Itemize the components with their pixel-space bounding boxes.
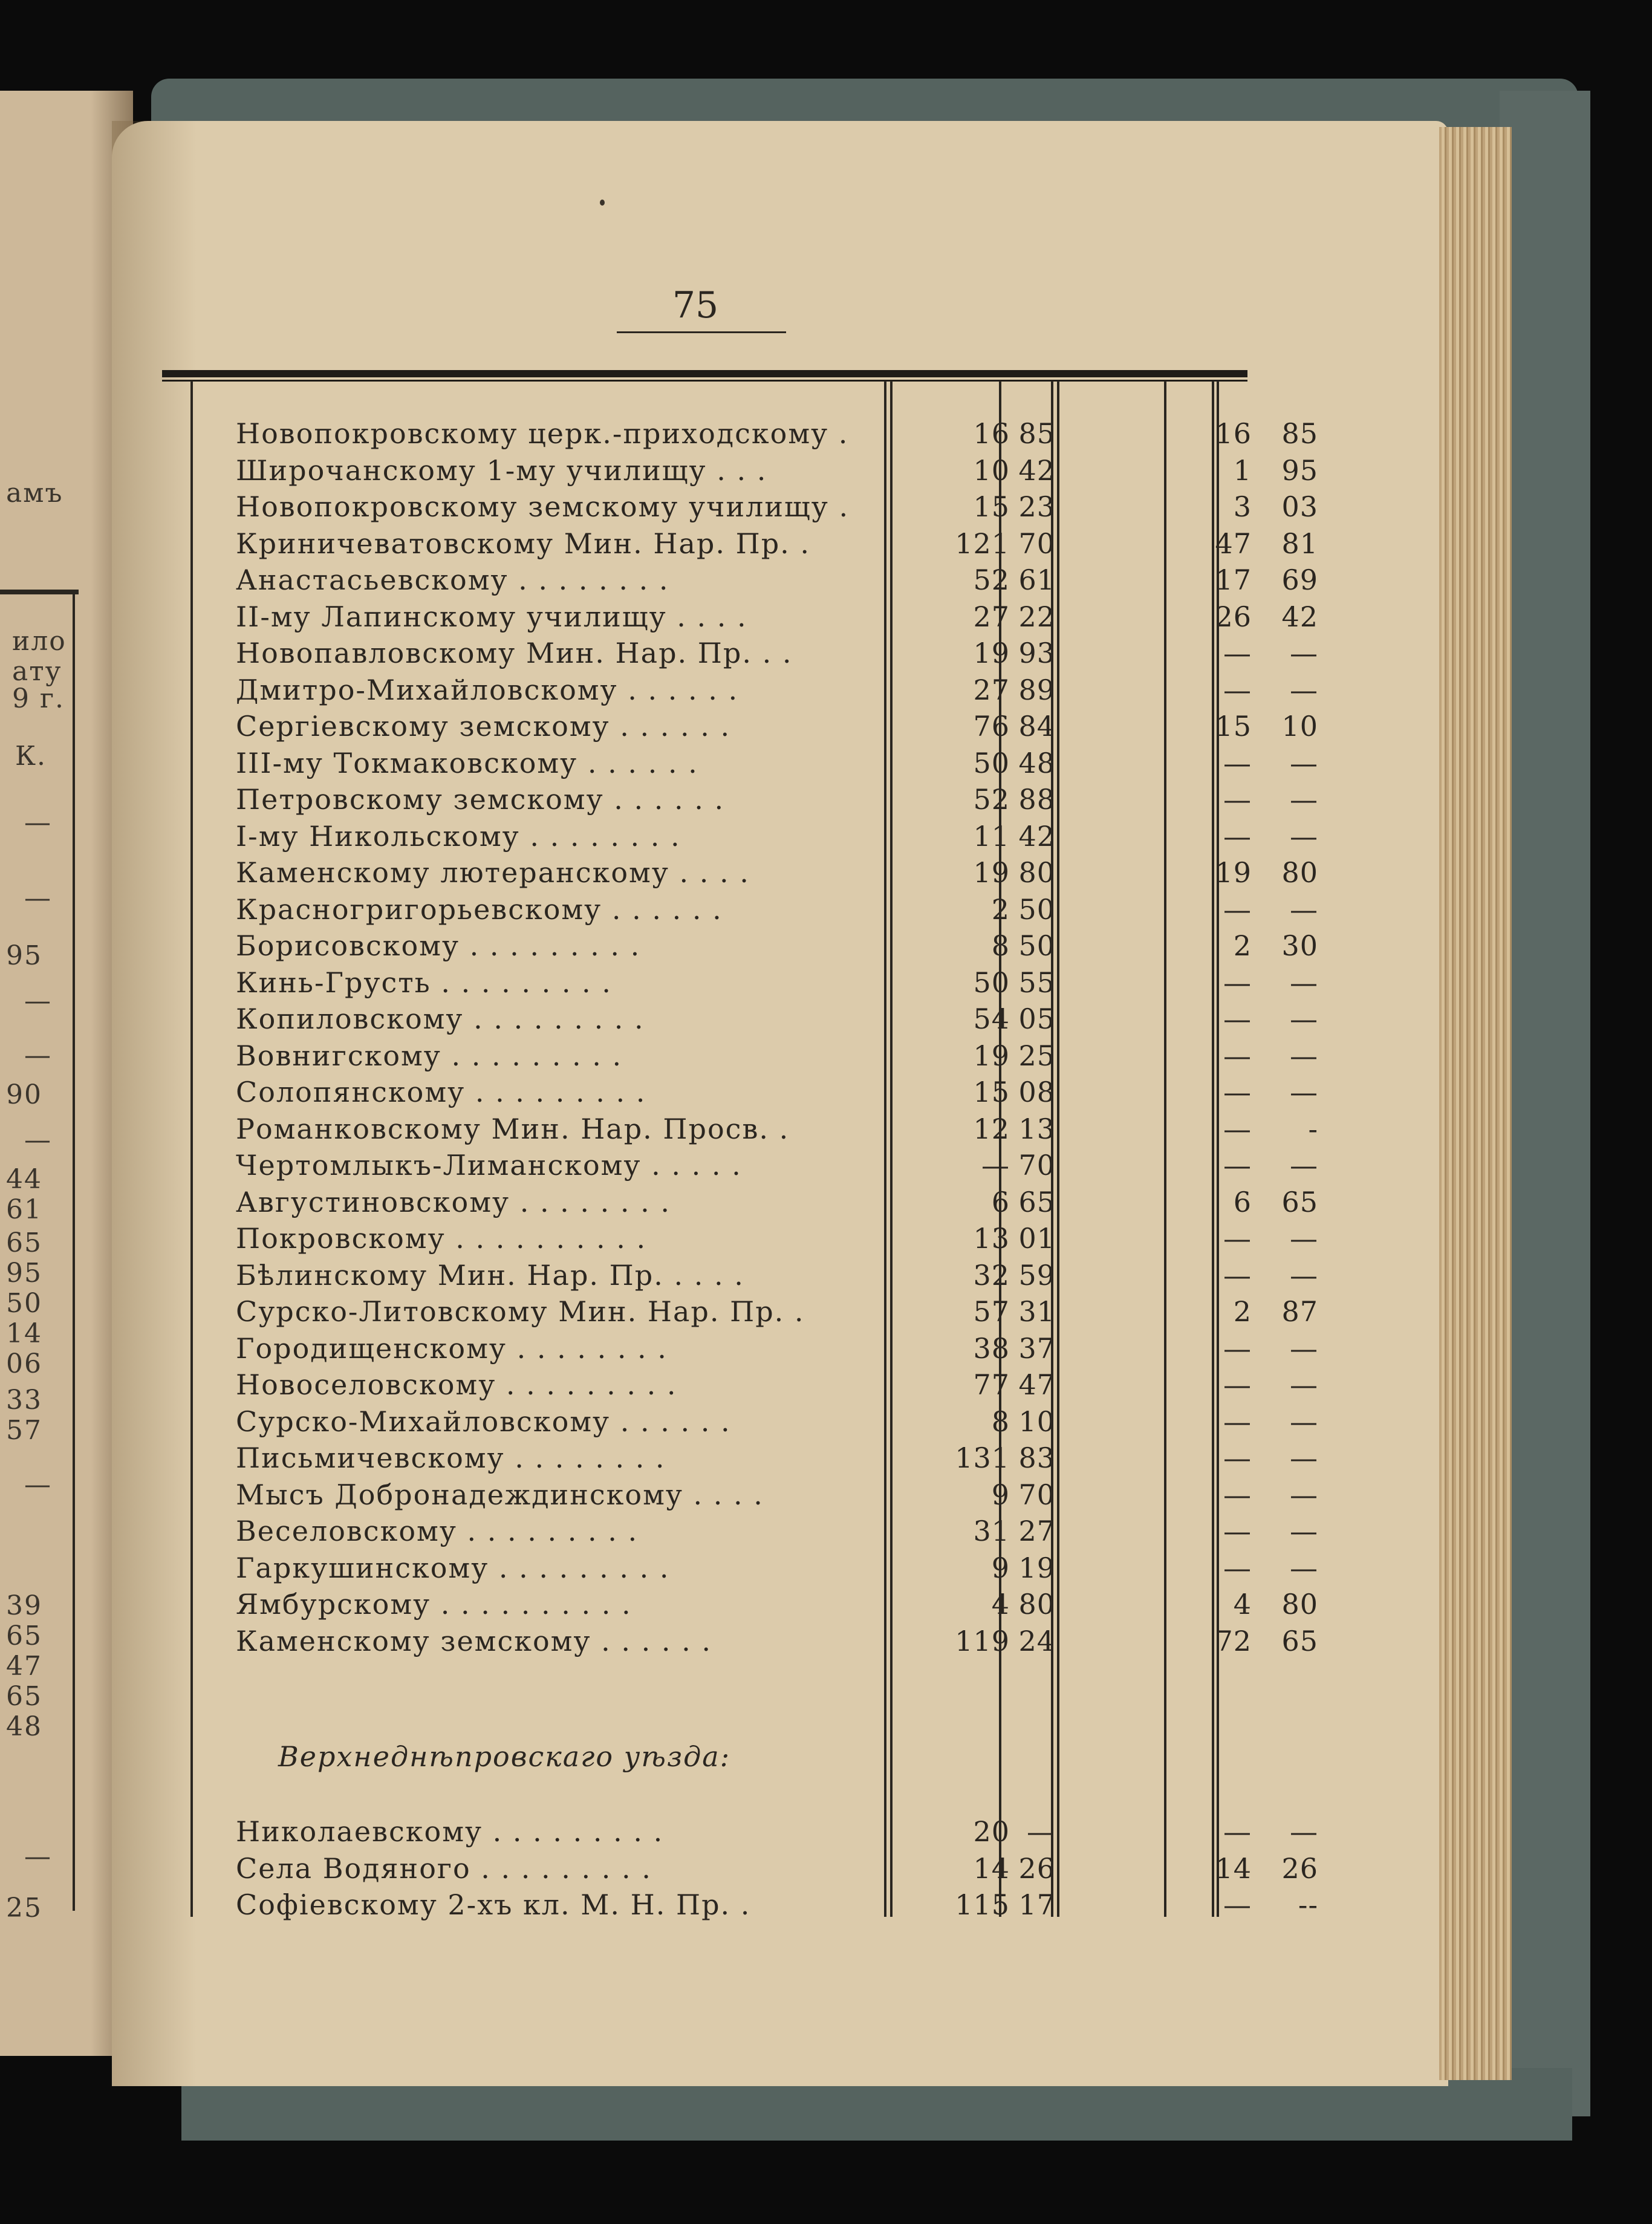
spent-kopecks: 30 [1281, 929, 1318, 962]
amount-rubles: 19 [973, 637, 1010, 669]
spent-kopecks: — [1290, 893, 1318, 926]
amount-kopecks: 19 [1018, 1551, 1055, 1584]
spent-rubles: — [1223, 783, 1252, 816]
school-name: Села Водяного . . . . . . . . . [236, 1852, 652, 1885]
amount-kopecks: 26 [1018, 1852, 1055, 1885]
school-name: Бѣлинскому Мин. Нар. Пр. . . . . [236, 1258, 744, 1292]
table-row [236, 819, 1318, 856]
school-name: Чертомлыкъ-Лиманскому . . . . . [236, 1149, 742, 1182]
school-name: Романковскому Мин. Нар. Просв. . [236, 1112, 790, 1145]
left-page-fragment: амъ [6, 478, 63, 509]
spent-rubles: 4 [1233, 1588, 1252, 1621]
school-name: Криничеватовскому Мин. Нар. Пр. . [236, 527, 811, 560]
table-row [236, 1003, 1318, 1039]
school-name: Вовнигскому . . . . . . . . . [236, 1039, 623, 1072]
spent-rubles: 3 [1233, 490, 1252, 523]
spent-rubles: — [1223, 1222, 1252, 1255]
school-name: Веселовскому . . . . . . . . . [236, 1515, 639, 1547]
amount-kopecks: 50 [1018, 893, 1055, 926]
spent-kopecks: 26 [1281, 1852, 1318, 1885]
amount-rubles: 31 [973, 1515, 1010, 1547]
spent-rubles: 6 [1233, 1185, 1252, 1218]
spent-rubles: — [1223, 1515, 1252, 1547]
page-number-underline [617, 331, 786, 333]
left-page-fragment: 61 [6, 1194, 42, 1225]
amount-rubles: 9 [991, 1478, 1010, 1511]
amount-kopecks: 83 [1018, 1442, 1055, 1474]
table-left-border [190, 381, 193, 1917]
amount-rubles: 115 [955, 1888, 1010, 1921]
table-row [236, 1442, 1318, 1478]
school-name: I-му Никольскому . . . . . . . . [236, 819, 681, 853]
amount-rubles: — [981, 1149, 1010, 1182]
table-row [236, 1112, 1318, 1149]
amount-kopecks: 50 [1018, 929, 1055, 962]
left-page-fragment: 57 [6, 1415, 42, 1446]
spent-kopecks: — [1290, 673, 1318, 706]
table-row [236, 1551, 1318, 1588]
school-name: Августиновскому . . . . . . . . [236, 1185, 671, 1218]
spent-rubles: — [1223, 1076, 1252, 1108]
spent-kopecks: 65 [1281, 1624, 1318, 1657]
page-block-edge [1439, 127, 1512, 2080]
page-gutter-shadow [112, 121, 197, 2086]
amount-kopecks: 13 [1018, 1112, 1055, 1145]
amount-kopecks: 93 [1018, 637, 1055, 669]
spent-kopecks: — [1290, 1515, 1318, 1547]
school-name: III-му Токмаковскому . . . . . . [236, 746, 698, 779]
spent-rubles: 2 [1233, 929, 1252, 962]
amount-kopecks: 55 [1018, 966, 1055, 999]
amount-kopecks: 65 [1018, 1185, 1055, 1218]
table-row [236, 1624, 1318, 1661]
left-page-fragment: 65 [6, 1681, 42, 1712]
spent-kopecks: - [1308, 1112, 1318, 1145]
left-page-fragment: 06 [6, 1348, 42, 1379]
spent-rubles: — [1223, 1112, 1252, 1145]
table-row [236, 1222, 1318, 1258]
spent-rubles: — [1223, 1888, 1252, 1921]
left-page-fragment: ату [12, 656, 62, 687]
amount-kopecks: 42 [1018, 454, 1055, 487]
amount-kopecks: 25 [1018, 1039, 1055, 1072]
spent-rubles: 47 [1215, 527, 1252, 560]
spent-kopecks: 95 [1281, 454, 1318, 487]
table-row [236, 783, 1318, 819]
left-page-fragment: 47 [6, 1651, 42, 1682]
left-page-fragment: — [24, 1841, 52, 1872]
left-page-fragment: 14 [6, 1318, 42, 1349]
paper-speck [600, 200, 605, 206]
amount-kopecks: 89 [1018, 673, 1055, 706]
left-page-fragment: 90 [6, 1079, 42, 1110]
amount-rubles: 13 [973, 1222, 1010, 1255]
spent-rubles: 16 [1215, 417, 1252, 450]
school-name: Новоселовскому . . . . . . . . . [236, 1368, 677, 1401]
left-page-fragments [0, 0, 121, 2224]
amount-rubles: 119 [955, 1624, 1010, 1657]
spent-rubles: — [1223, 1003, 1252, 1035]
table-row [236, 856, 1318, 893]
school-name: Новопокровскому церк.-приходскому . [236, 417, 849, 450]
spent-kopecks: 87 [1281, 1295, 1318, 1328]
spent-kopecks: 03 [1281, 490, 1318, 523]
spent-rubles: 26 [1215, 600, 1252, 633]
table-row [236, 637, 1318, 673]
table-row [236, 1405, 1318, 1442]
school-name: Копиловскому . . . . . . . . . [236, 1003, 645, 1035]
left-page-fragment: 95 [6, 940, 42, 971]
amount-rubles: 76 [973, 710, 1010, 743]
amount-kopecks: 88 [1018, 783, 1055, 816]
left-page-fragment: 33 [6, 1385, 42, 1416]
spent-kopecks: -- [1298, 1888, 1318, 1921]
amount-kopecks: 80 [1018, 1588, 1055, 1621]
left-page-fragment: ило [12, 626, 67, 657]
table-row [236, 1076, 1318, 1112]
spent-kopecks: 42 [1281, 600, 1318, 633]
spent-kopecks: 10 [1281, 710, 1318, 743]
spent-kopecks: 80 [1281, 1588, 1318, 1621]
amount-kopecks: 37 [1018, 1331, 1055, 1365]
left-page-fragment: — [24, 1125, 52, 1156]
amount-kopecks: 59 [1018, 1258, 1055, 1292]
spent-kopecks: 80 [1281, 856, 1318, 889]
spent-rubles: — [1223, 1442, 1252, 1474]
school-name: Гаркушинскому . . . . . . . . . [236, 1551, 670, 1584]
spent-rubles: — [1223, 673, 1252, 706]
left-page-fragment: К. [15, 741, 47, 772]
school-name: Красногригорьевскому . . . . . . [236, 893, 723, 926]
table-row [236, 417, 1318, 454]
spent-rubles: — [1223, 637, 1252, 669]
spent-kopecks: 85 [1281, 417, 1318, 450]
table-row [236, 1039, 1318, 1076]
amount-rubles: 6 [991, 1185, 1010, 1218]
table-row [236, 893, 1318, 929]
left-page-fragment: 39 [6, 1590, 42, 1621]
school-name: Каменскому лютеранскому . . . . [236, 856, 750, 889]
amount-rubles: 8 [991, 1405, 1010, 1438]
amount-rubles: 27 [973, 673, 1010, 706]
table-row [236, 1258, 1318, 1295]
spent-rubles: 17 [1215, 564, 1252, 596]
table-row [236, 1515, 1318, 1551]
amount-kopecks: 47 [1018, 1368, 1055, 1401]
amount-rubles: 38 [973, 1331, 1010, 1365]
spent-rubles: — [1223, 1368, 1252, 1401]
amount-rubles: 52 [973, 783, 1010, 816]
table-row [236, 929, 1318, 966]
amount-kopecks: 31 [1018, 1295, 1055, 1328]
left-page-rule [0, 590, 79, 594]
amount-kopecks: 17 [1018, 1888, 1055, 1921]
amount-kopecks: 61 [1018, 564, 1055, 596]
spent-rubles: — [1223, 1405, 1252, 1438]
amount-rubles: 20 [973, 1815, 1010, 1848]
spent-rubles: — [1223, 1149, 1252, 1182]
amount-rubles: 57 [973, 1295, 1010, 1328]
table-row [236, 527, 1318, 564]
school-name: Солопянскому . . . . . . . . . [236, 1076, 646, 1108]
left-page-fragment: 95 [6, 1258, 42, 1289]
table-row [236, 1852, 1318, 1888]
spent-kopecks: 65 [1281, 1185, 1318, 1218]
amount-rubles: 14 [973, 1852, 1010, 1885]
table-row [236, 564, 1318, 600]
school-name: Мысъ Добронадеждинскому . . . . [236, 1478, 764, 1511]
spent-rubles: — [1223, 1331, 1252, 1365]
amount-kopecks: 70 [1018, 527, 1055, 560]
header-thick-rule [162, 370, 1247, 377]
amount-kopecks: 80 [1018, 856, 1055, 889]
amount-rubles: 19 [973, 1039, 1010, 1072]
table-row [236, 1295, 1318, 1331]
left-page-column-line [73, 593, 75, 1911]
school-name: Николаевскому . . . . . . . . . [236, 1815, 664, 1848]
table-row [236, 1368, 1318, 1405]
amount-rubles: 16 [973, 417, 1010, 450]
school-name: Каменскому земскому . . . . . . [236, 1624, 712, 1657]
amount-kopecks: 24 [1018, 1624, 1055, 1657]
spent-kopecks: — [1290, 1478, 1318, 1511]
page-number: 75 [672, 284, 719, 327]
amount-kopecks: 85 [1018, 417, 1055, 450]
amount-kopecks: — [1027, 1815, 1055, 1848]
spent-kopecks: — [1290, 819, 1318, 853]
table-row [236, 490, 1318, 527]
amount-kopecks: 84 [1018, 710, 1055, 743]
table-row [236, 1588, 1318, 1624]
school-name: Письмичевскому . . . . . . . . [236, 1442, 666, 1474]
school-name: Кинь-Грусть . . . . . . . . . [236, 966, 612, 999]
left-page-fragment: — [24, 807, 52, 838]
spent-kopecks: — [1290, 1149, 1318, 1182]
amount-rubles: 11 [973, 819, 1010, 853]
table-row [236, 1185, 1318, 1222]
amount-kopecks: 08 [1018, 1076, 1055, 1108]
amount-kopecks: 48 [1018, 746, 1055, 779]
spent-rubles: — [1223, 819, 1252, 853]
header-thin-rule [162, 380, 1247, 382]
left-page-fragment: — [24, 1469, 52, 1500]
spent-rubles: — [1223, 1039, 1252, 1072]
school-name: Анастасьевскому . . . . . . . . [236, 564, 669, 596]
spent-rubles: — [1223, 1478, 1252, 1511]
left-page-fragment: 9 г. [12, 683, 65, 714]
amount-rubles: 4 [991, 1588, 1010, 1621]
school-name: Покровскому . . . . . . . . . . [236, 1222, 647, 1255]
amount-kopecks: 70 [1018, 1478, 1055, 1511]
school-name: Сергіевскому земскому . . . . . . [236, 710, 731, 743]
spent-rubles: — [1223, 1551, 1252, 1584]
school-name: Сурско-Михайловскому . . . . . . [236, 1405, 731, 1438]
table-row [236, 1888, 1318, 1925]
table-row [236, 746, 1318, 783]
amount-kopecks: 42 [1018, 819, 1055, 853]
spent-rubles: 1 [1233, 454, 1252, 487]
spent-rubles: — [1223, 893, 1252, 926]
left-page-fragment: 44 [6, 1164, 42, 1195]
spent-rubles: 19 [1215, 856, 1252, 889]
school-name: Ямбурскому . . . . . . . . . . [236, 1588, 632, 1621]
amount-rubles: 54 [973, 1003, 1010, 1035]
spent-kopecks: — [1290, 1442, 1318, 1474]
amount-rubles: 131 [955, 1442, 1010, 1474]
left-page-fragment: 65 [6, 1227, 42, 1258]
spent-kopecks: — [1290, 1258, 1318, 1292]
spent-kopecks: — [1290, 746, 1318, 779]
spent-rubles: — [1223, 1815, 1252, 1848]
table-row [236, 454, 1318, 490]
spent-rubles: — [1223, 1258, 1252, 1292]
table-row [236, 673, 1318, 710]
spent-kopecks: — [1290, 1815, 1318, 1848]
amount-kopecks: 70 [1018, 1149, 1055, 1182]
amount-rubles: 121 [955, 527, 1010, 560]
left-page-fragment: — [24, 1040, 52, 1071]
amount-kopecks: 01 [1018, 1222, 1055, 1255]
amount-rubles: 32 [973, 1258, 1010, 1292]
amount-rubles: 2 [991, 893, 1010, 926]
school-name: Борисовскому . . . . . . . . . [236, 929, 641, 962]
school-name: Дмитро-Михайловскому . . . . . . [236, 673, 739, 706]
table-row [236, 1478, 1318, 1515]
spent-kopecks: — [1290, 1405, 1318, 1438]
amount-kopecks: 27 [1018, 1515, 1055, 1547]
spent-rubles: — [1223, 966, 1252, 999]
table-row [236, 600, 1318, 637]
cover-cloth-right [1500, 91, 1590, 2116]
amount-rubles: 15 [973, 490, 1010, 523]
amount-rubles: 9 [991, 1551, 1010, 1584]
spent-kopecks: — [1290, 783, 1318, 816]
school-name: Новопокровскому земскому училищу . [236, 490, 850, 523]
left-page-fragment: 48 [6, 1711, 42, 1742]
left-page-fragment: — [24, 986, 52, 1016]
amount-kopecks: 05 [1018, 1003, 1055, 1035]
left-page-fragment: 25 [6, 1893, 42, 1923]
left-page-fragment: 65 [6, 1621, 42, 1651]
amount-rubles: 50 [973, 746, 1010, 779]
spent-kopecks: — [1290, 1551, 1318, 1584]
spent-kopecks: — [1290, 637, 1318, 669]
school-name: Новопавловскому Мин. Нар. Пр. . . [236, 637, 793, 669]
table-row [236, 710, 1318, 746]
spent-kopecks: — [1290, 1003, 1318, 1035]
spent-kopecks: — [1290, 1331, 1318, 1365]
spent-kopecks: 81 [1281, 527, 1318, 560]
amount-rubles: 52 [973, 564, 1010, 596]
school-name: Петровскому земскому . . . . . . [236, 783, 725, 816]
amount-rubles: 10 [973, 454, 1010, 487]
spent-rubles: — [1223, 746, 1252, 779]
spent-kopecks: 69 [1281, 564, 1318, 596]
spent-rubles: 72 [1215, 1624, 1252, 1657]
school-name: Широчанскому 1-му училищу . . . [236, 454, 767, 487]
spent-rubles: 15 [1215, 710, 1252, 743]
amount-rubles: 50 [973, 966, 1010, 999]
spent-rubles: 2 [1233, 1295, 1252, 1328]
left-page-fragment: — [24, 883, 52, 914]
left-page-fragment: 50 [6, 1288, 42, 1319]
amount-rubles: 77 [973, 1368, 1010, 1401]
table-row [236, 1331, 1318, 1368]
spent-kopecks: — [1290, 1368, 1318, 1401]
school-name: II-му Лапинскому училищу . . . . [236, 600, 747, 633]
amount-kopecks: 22 [1018, 600, 1055, 633]
spent-rubles: 14 [1215, 1852, 1252, 1885]
amount-rubles: 15 [973, 1076, 1010, 1108]
spent-kopecks: — [1290, 1039, 1318, 1072]
table-row [236, 966, 1318, 1003]
section-title: Верхнеднѣпровскаго уѣзда: [278, 1740, 731, 1773]
table-row [236, 1815, 1318, 1852]
school-name: Сурско-Литовскому Мин. Нар. Пр. . [236, 1295, 805, 1328]
amount-kopecks: 10 [1018, 1405, 1055, 1438]
table-row [236, 1149, 1318, 1185]
school-name: Софіевскому 2-хъ кл. М. Н. Пр. . [236, 1888, 751, 1921]
spent-kopecks: — [1290, 1076, 1318, 1108]
amount-rubles: 8 [991, 929, 1010, 962]
amount-rubles: 12 [973, 1112, 1010, 1145]
spent-kopecks: — [1290, 966, 1318, 999]
amount-kopecks: 23 [1018, 490, 1055, 523]
amount-rubles: 27 [973, 600, 1010, 633]
amount-rubles: 19 [973, 856, 1010, 889]
spent-kopecks: — [1290, 1222, 1318, 1255]
school-name: Городищенскому . . . . . . . . [236, 1331, 668, 1365]
